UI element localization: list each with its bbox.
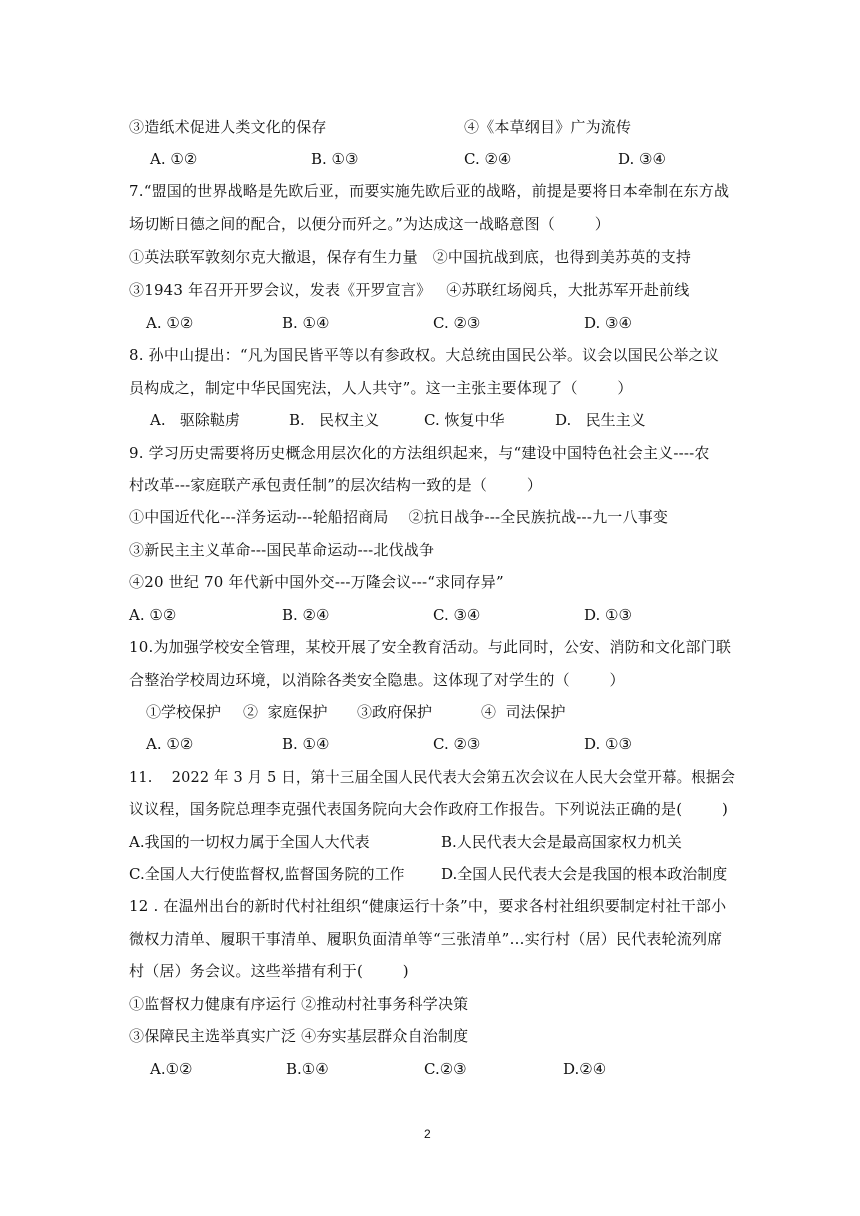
q7-option-d: D. ③④ <box>584 314 632 332</box>
q10-item-2: ② 家庭保护 <box>243 703 328 721</box>
q10-option-c: C. ②③ <box>433 735 481 753</box>
q10-option-a: A. ①② <box>146 735 194 753</box>
q11-stem-line-2: 议议程，国务院总理李克强代表国务院向大会作政府工作报告。下列说法正确的是( ) <box>129 800 729 818</box>
q10-option-d: D. ①③ <box>584 735 632 753</box>
q10-stem-line-1: 10.为加强学校安全管理，某校开展了安全教育活动。与此同时，公安、消防和文化部门联 <box>129 638 732 656</box>
q9-item-line-2: ③新民主主义革命---国民革命运动---北伐战争 <box>129 541 435 559</box>
q7-stem-line-2: 场切断日德之间的配合，以便分而歼之。”为达成这一战略意图（ ） <box>129 215 610 233</box>
q8-option-c: C. 恢复中华 <box>424 411 505 429</box>
q9-stem-line-2: 村改革---家庭联产承包责任制”的层次结构一致的是（ ） <box>129 476 543 494</box>
q12-stem-line-3: 村（居）务会议。这些举措有利于( ) <box>129 962 409 980</box>
q8-stem-line-2: 员构成之，制定中华民国宪法，人人共守”。这一主张主要体现了（ ） <box>129 379 633 397</box>
q12-option-b: B.①④ <box>286 1060 329 1078</box>
q12-stem-line-2: 微权力清单、履职干事清单、履职负面清单等“三张清单”…实行村（居）民代表轮流列席 <box>129 930 723 948</box>
q6-option-d: D. ③④ <box>618 150 666 168</box>
q11-option-b: B.人民代表大会是最高国家权力机关 <box>441 833 682 851</box>
q9-option-b: B. ②④ <box>282 606 330 624</box>
q12-item-line-1: ①监督权力健康有序运行 ②推动村社事务科学决策 <box>129 995 469 1013</box>
page-number: 2 <box>424 1127 431 1141</box>
q6-item-4: ④《本草纲目》广为流传 <box>464 118 632 136</box>
q8-stem-line-1: 8. 孙中山提出：“凡为国民皆平等以有参政权。大总统由国民公举。议会以国民公举之议 <box>129 346 719 364</box>
q7-option-a: A. ①② <box>146 314 194 332</box>
q7-item-line-1: ①英法联军敦刻尔克大撤退，保存有生力量 ②中国抗战到底，也得到美苏英的支持 <box>129 248 692 266</box>
q6-item-3: ③造纸术促进人类文化的保存 <box>129 118 327 136</box>
q12-option-a: A.①② <box>150 1060 193 1078</box>
q12-item-line-2: ③保障民主选举真实广泛 ④夯实基层群众自治制度 <box>129 1027 469 1045</box>
q10-item-3: ③政府保护 <box>357 703 433 721</box>
q10-item-4: ④ 司法保护 <box>481 703 566 721</box>
q9-option-c: C. ③④ <box>433 606 481 624</box>
q12-option-c: C.②③ <box>424 1060 467 1078</box>
q8-option-b: B. 民权主义 <box>289 411 380 429</box>
q12-option-d: D.②④ <box>563 1060 607 1078</box>
q7-stem-line-1: 7.“盟国的世界战略是先欧后亚，而要实施先欧后亚的战略，前提是要将日本牵制在东方战 <box>129 182 730 200</box>
q12-stem-line-1: 12 . 在温州出台的新时代村社组织“健康运行十条”中，要求各村社组织要制定村社干部小 <box>129 897 727 915</box>
q9-stem-line-1: 9. 学习历史需要将历史概念用层次化的方法组织起来，与“建设中国特色社会主义----农 <box>129 444 710 462</box>
q10-option-b: B. ①④ <box>282 735 330 753</box>
q6-option-a: A. ①② <box>150 150 198 168</box>
q11-stem-line-1: 11. 2022 年 3 月 5 日，第十三届全国人民代表大会第五次会议在人民大会堂开幕。根据会 <box>129 768 736 786</box>
q6-option-b: B. ①③ <box>311 150 359 168</box>
q11-option-d: D.全国人民代表大会是我国的根本政治制度 <box>441 865 728 883</box>
q7-item-line-2: ③1943 年召开开罗会议，发表《开罗宣言》 ④苏联红场阅兵，大批苏军开赴前线 <box>129 281 690 299</box>
q9-item-line-1: ①中国近代化---洋务运动---轮船招商局 ②抗日战争---全民族抗战---九一八事变 <box>129 508 669 526</box>
q9-item-line-3: ④20 世纪 70 年代新中国外交---万隆会议---“求同存异” <box>129 573 504 591</box>
q6-option-c: C. ②④ <box>464 150 512 168</box>
q9-option-a: A. ①② <box>129 606 177 624</box>
q7-option-b: B. ①④ <box>282 314 330 332</box>
q8-option-d: D. 民生主义 <box>555 411 646 429</box>
q10-item-1: ①学校保护 <box>146 703 222 721</box>
q10-stem-line-2: 合整治学校周边环境，以消除各类安全隐患。这体现了对学生的（ ） <box>129 671 625 689</box>
q11-option-c: C.全国人大行使监督权,监督国务院的工作 <box>129 865 405 883</box>
q7-option-c: C. ②③ <box>433 314 481 332</box>
q9-option-d: D. ①③ <box>584 606 632 624</box>
q8-option-a: A. 驱除鞑虏 <box>150 411 240 429</box>
q11-option-a: A.我国的一切权力属于全国人大代表 <box>129 833 370 851</box>
